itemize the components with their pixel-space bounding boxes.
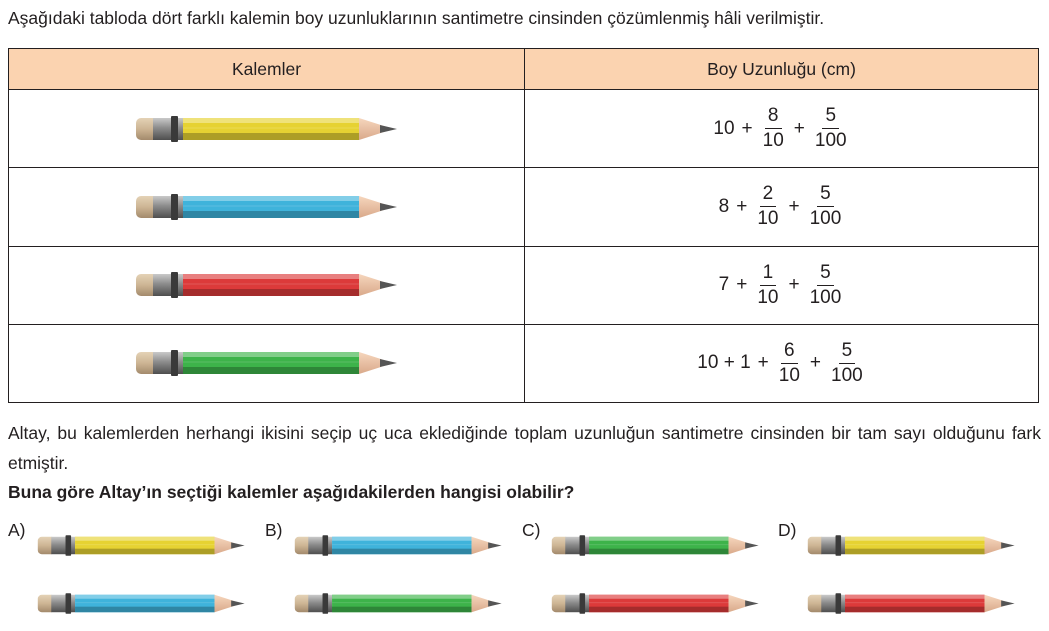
problem-paragraph: Altay, bu kalemlerden herhangi ikisini seçip uç uca eklediğinde toplam uzunluğun santimetre cinsinden bir tam sayı olduğunu fark etmiştir. bbox=[8, 423, 1041, 473]
numerator: 2 bbox=[760, 183, 777, 207]
blue-pencil-1-2 bbox=[37, 591, 247, 616]
fraction bbox=[805, 262, 847, 309]
green-pencil-2-2 bbox=[294, 591, 504, 616]
denominator: 100 bbox=[809, 286, 842, 308]
pencil-cell bbox=[9, 246, 525, 324]
table-row bbox=[9, 168, 1039, 246]
whole-part: 10 + 1 bbox=[697, 352, 751, 374]
red-pencil-3-2 bbox=[551, 591, 761, 616]
pencil-length-table bbox=[8, 48, 1039, 403]
option-letter: C) bbox=[522, 520, 541, 540]
answer-option-b[interactable] bbox=[265, 518, 505, 628]
blue-pencil-2-1 bbox=[294, 533, 504, 558]
question-text: Buna göre Altay’ın seçtiği kalemler aşağıdakilerden hangisi olabilir? bbox=[8, 482, 575, 502]
plus-sign: + bbox=[736, 274, 748, 296]
answer-option-c[interactable] bbox=[522, 518, 762, 628]
fraction bbox=[752, 183, 783, 230]
fraction bbox=[774, 340, 805, 387]
red-pencil bbox=[135, 271, 400, 299]
denominator: 100 bbox=[831, 364, 863, 386]
length-expression bbox=[717, 262, 847, 309]
option-letter: B) bbox=[265, 520, 283, 540]
option-letter: D) bbox=[778, 520, 797, 540]
blue-pencil bbox=[135, 193, 400, 221]
column-header-pencils: Kalemler bbox=[9, 49, 525, 90]
denominator: 10 bbox=[762, 130, 784, 152]
length-expression-cell bbox=[525, 324, 1039, 402]
plus-sign: + bbox=[793, 117, 805, 139]
numerator: 5 bbox=[817, 262, 834, 286]
denominator: 10 bbox=[757, 286, 779, 308]
plus-sign: + bbox=[741, 117, 753, 139]
pencil-cell bbox=[9, 90, 525, 168]
plus-sign: + bbox=[788, 195, 800, 217]
option-letter: A) bbox=[8, 520, 26, 540]
pencil-cell bbox=[9, 324, 525, 402]
length-expression-cell bbox=[525, 168, 1039, 246]
length-expression-cell bbox=[525, 90, 1039, 168]
yellow-pencil-4-1 bbox=[807, 533, 1017, 558]
yellow-pencil-1-1 bbox=[37, 533, 247, 558]
length-expression bbox=[695, 340, 867, 387]
plus-sign: + bbox=[809, 352, 821, 374]
denominator: 100 bbox=[814, 130, 847, 152]
intro-text: Aşağıdaki tabloda dört farklı kalemin boy uzunluklarının santimetre cinsinden çözümlenmiş hâli verilmiştir. bbox=[8, 8, 825, 28]
numerator: 5 bbox=[817, 183, 834, 207]
length-expression bbox=[711, 105, 851, 152]
whole-part: 8 bbox=[718, 195, 730, 217]
fraction bbox=[758, 105, 789, 152]
green-pencil-3-1 bbox=[551, 533, 761, 558]
table-row bbox=[9, 324, 1039, 402]
plus-sign: + bbox=[788, 274, 800, 296]
numerator: 5 bbox=[822, 105, 839, 129]
table-row bbox=[9, 90, 1039, 168]
pencil-cell bbox=[9, 168, 525, 246]
numerator: 6 bbox=[781, 340, 798, 364]
answer-option-d[interactable] bbox=[778, 518, 1018, 628]
column-header-length: Boy Uzunluğu (cm) bbox=[525, 49, 1039, 90]
whole-part: 10 bbox=[713, 117, 735, 139]
table-row bbox=[9, 246, 1039, 324]
table-header-row bbox=[9, 49, 1039, 90]
green-pencil bbox=[135, 349, 400, 377]
plus-sign: + bbox=[757, 352, 769, 374]
whole-part: 7 bbox=[718, 274, 730, 296]
length-expression bbox=[717, 183, 847, 230]
yellow-pencil bbox=[135, 115, 400, 143]
answer-option-a[interactable] bbox=[8, 518, 248, 628]
denominator: 10 bbox=[757, 208, 779, 230]
denominator: 10 bbox=[778, 364, 800, 386]
fraction bbox=[805, 183, 847, 230]
red-pencil-4-2 bbox=[807, 591, 1017, 616]
numerator: 8 bbox=[765, 105, 782, 129]
numerator: 1 bbox=[760, 262, 777, 286]
denominator: 100 bbox=[809, 208, 842, 230]
fraction bbox=[752, 262, 783, 309]
plus-sign: + bbox=[736, 195, 748, 217]
fraction bbox=[810, 105, 852, 152]
numerator: 5 bbox=[839, 340, 856, 364]
length-expression-cell bbox=[525, 246, 1039, 324]
fraction bbox=[826, 340, 868, 387]
